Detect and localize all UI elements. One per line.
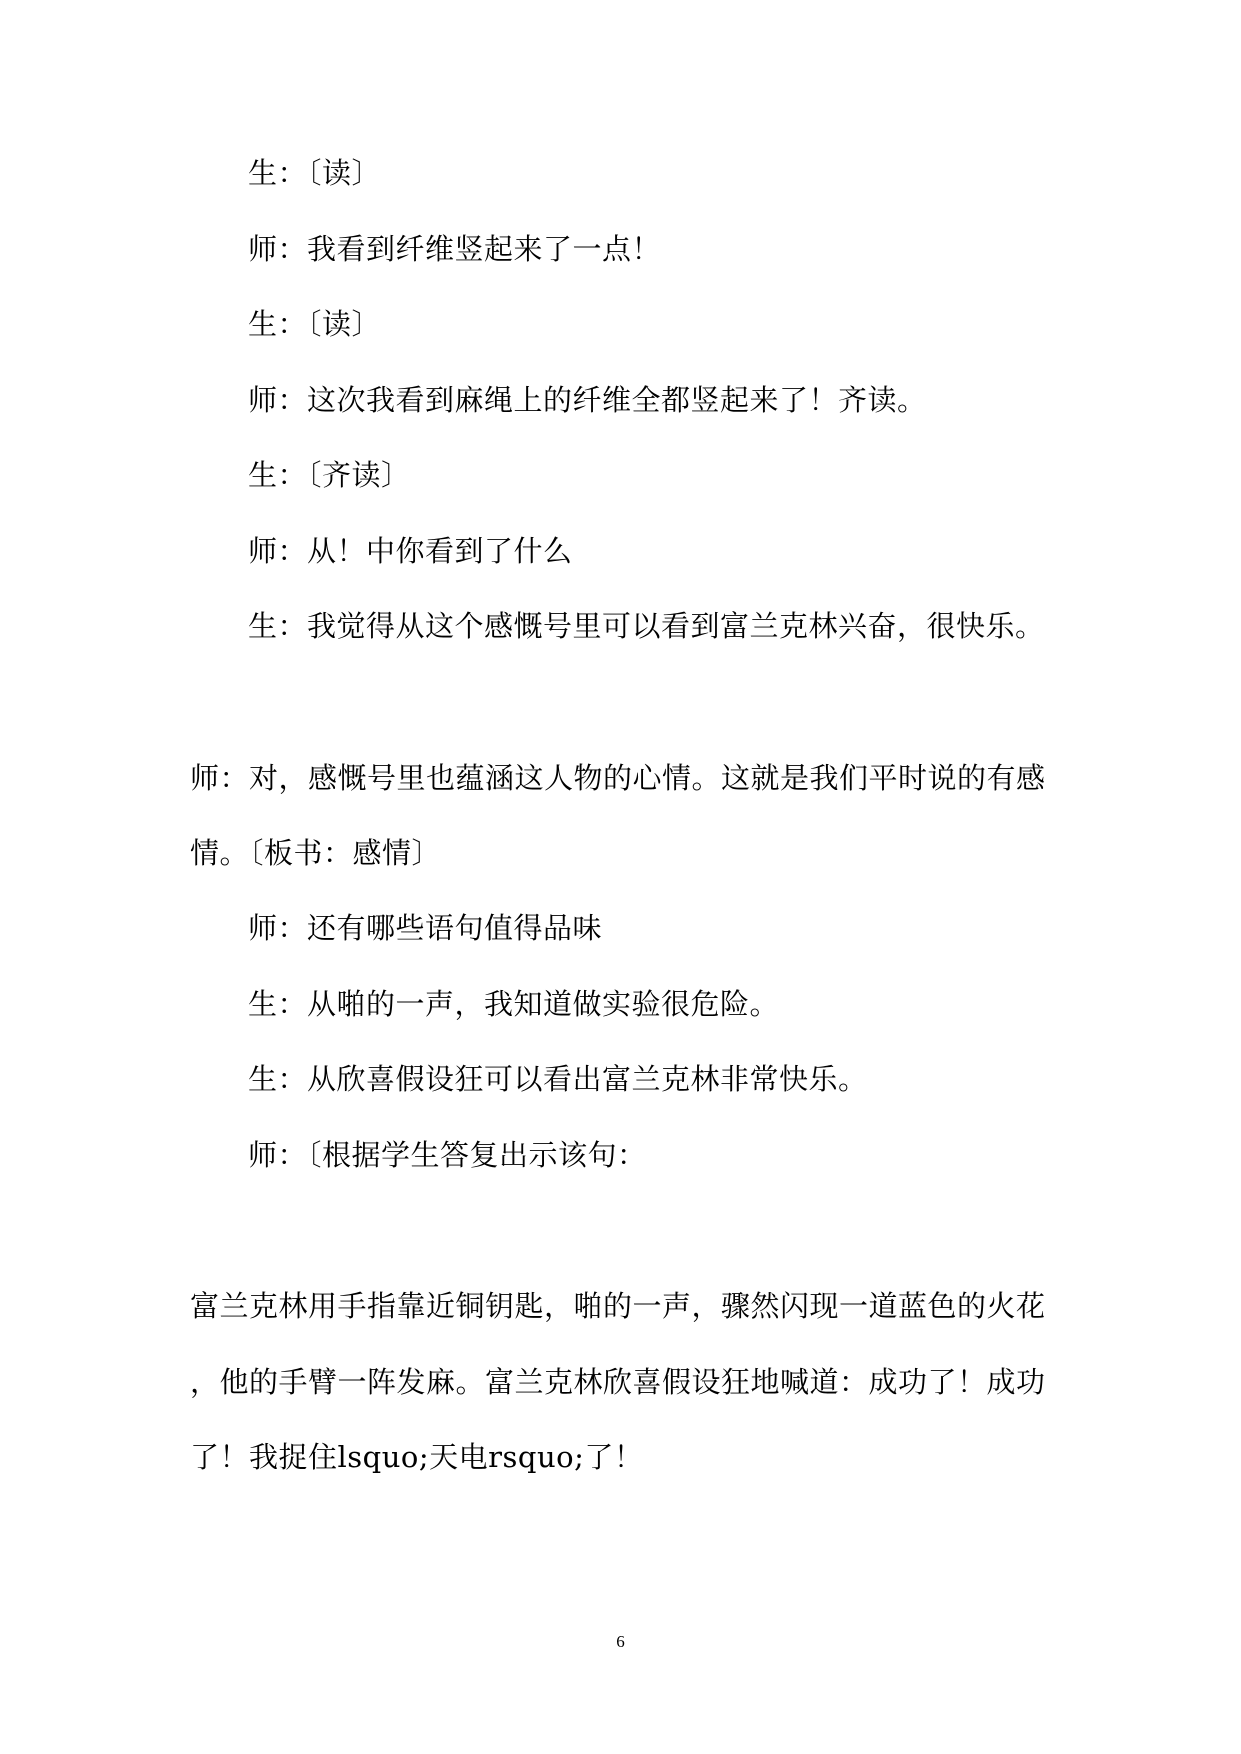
quoted-passage-line-2: ，他的手臂一阵发麻。富兰克林欣喜假设狂地喊道：成功了！成功 bbox=[190, 1365, 1046, 1399]
dialogue-line-teacher-6: 师：〔根据学生答复出示该句： bbox=[248, 1138, 647, 1172]
quoted-passage-line-3: 了！我捉住lsquo;天电rsquo;了！ bbox=[190, 1440, 644, 1474]
page-number: 6 bbox=[616, 1632, 625, 1651]
dialogue-line-teacher-1: 师：我看到纤维竖起来了一点！ bbox=[248, 232, 662, 266]
dialogue-line-student-2: 生：〔读〕 bbox=[248, 307, 382, 341]
dialogue-line-teacher-2: 师：这次我看到麻绳上的纤维全都竖起来了！齐读。 bbox=[248, 383, 927, 417]
dialogue-line-teacher-4a: 师：对，感慨号里也蕴涵这人物的心情。这就是我们平时说的有感 bbox=[190, 761, 1046, 795]
quoted-passage-line-1: 富兰克林用手指靠近铜钥匙，啪的一声，骤然闪现一道蓝色的火花 bbox=[190, 1289, 1046, 1323]
dialogue-line-student-5: 生：从啪的一声，我知道做实验很危险。 bbox=[248, 987, 780, 1021]
dialogue-line-teacher-3: 师：从！中你看到了什么 bbox=[248, 534, 573, 568]
dialogue-line-teacher-4b: 情。〔板书：感情〕 bbox=[190, 836, 442, 870]
dialogue-line-teacher-5: 师：还有哪些语句值得品味 bbox=[248, 911, 603, 945]
dialogue-line-student-4: 生：我觉得从这个感慨号里可以看到富兰克林兴奋，很快乐。 bbox=[248, 609, 1045, 643]
dialogue-line-student-1: 生：〔读〕 bbox=[248, 156, 382, 190]
dialogue-line-student-6: 生：从欣喜假设狂可以看出富兰克林非常快乐。 bbox=[248, 1062, 868, 1096]
dialogue-line-student-3: 生：〔齐读〕 bbox=[248, 458, 411, 492]
